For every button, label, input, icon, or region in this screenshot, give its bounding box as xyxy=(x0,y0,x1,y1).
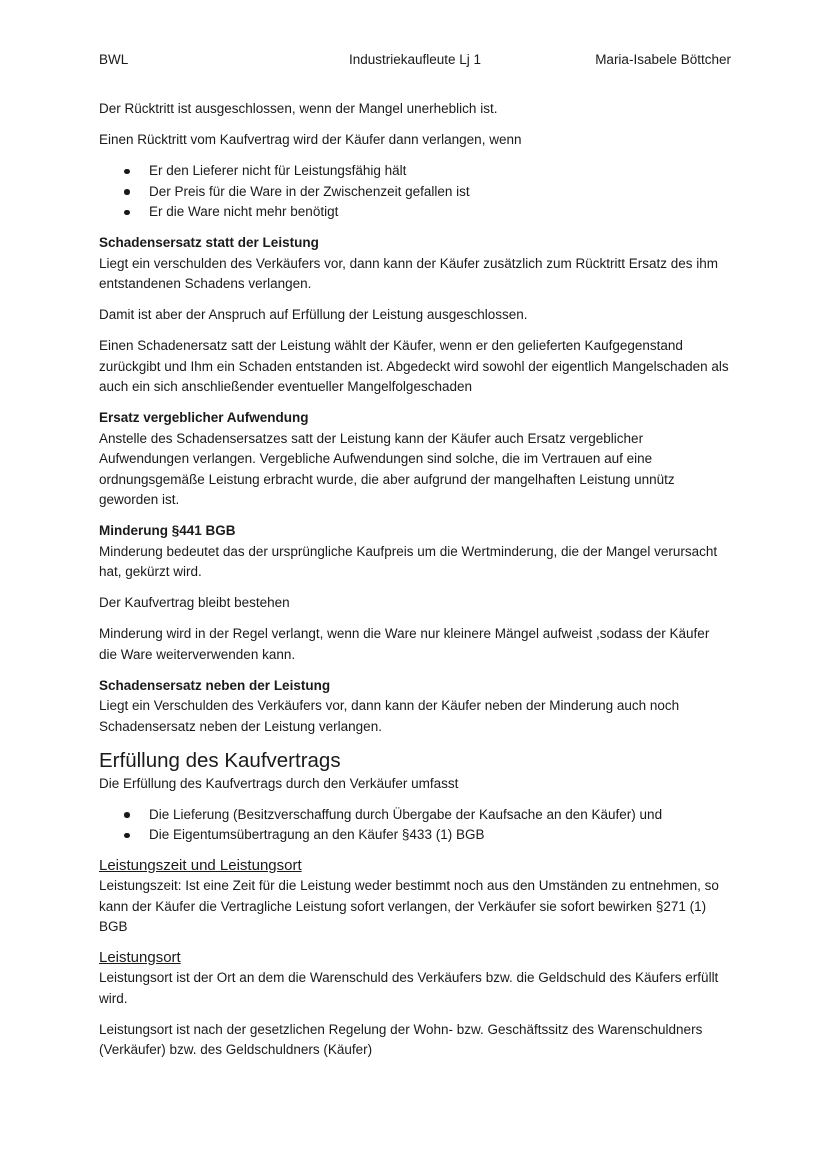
paragraph: Leistungsort ist der Ort an dem die Warenschuld des Verkäufers bzw. die Geldschuld des Käufers erfüllt wird. xyxy=(99,970,719,1006)
paragraph: Der Rücktritt ist ausgeschlossen, wenn der Mangel unerheblich ist. xyxy=(99,101,498,116)
header-author: Maria-Isabele Böttcher xyxy=(595,52,731,67)
list-item: Die Lieferung (Besitzverschaffung durch Übergabe der Kaufsache an den Käufer) und xyxy=(149,805,731,826)
paragraph: Anstelle des Schadensersatzes satt der Leistung kann der Käufer auch Ersatz vergeblicher Aufwendungen verlangen. Vergebliche Aufwendungen sind solche, die im Vertrauen auf eine ordnungsgemäße Leistung erbracht wurde, die aber aufgrund der mangelhaften Leistung unnütz geworden ist. xyxy=(99,430,675,507)
bullet-list xyxy=(99,805,731,846)
list-item: Er die Ware nicht mehr benötigt xyxy=(149,202,731,223)
section-title: Minderung §441 BGB xyxy=(99,523,236,538)
section-title: Schadensersatz neben der Leistung xyxy=(99,677,331,693)
page-header xyxy=(99,50,731,70)
paragraph: Minderung wird in der Regel verlangt, wenn die Ware nur kleinere Mängel aufweist ,sodass der Käufer die Ware weiterverwenden kann. xyxy=(99,626,710,662)
document-body xyxy=(99,99,731,1071)
paragraph: Leistungsort ist nach der gesetzlichen Regelung der Wohn- bzw. Geschäftssitz des Warenschuldners (Verkäufer) bzw. des Geldschuldners (Käufer) xyxy=(99,1021,703,1057)
section-title: Schadensersatz statt der Leistung xyxy=(99,235,319,250)
paragraph: Die Erfüllung des Kaufvertrags durch den Verkäufer umfasst xyxy=(99,775,459,791)
paragraph: Liegt ein verschulden des Verkäufers vor, dann kann der Käufer zusätzlich zum Rücktritt Ersatz des ihm entstandenen Schadens verlangen. xyxy=(99,255,719,291)
header-course: Industriekaufleute Lj 1 xyxy=(348,52,482,67)
paragraph: Leistungszeit: Ist eine Zeit für die Leistung weder bestimmt noch aus den Umständen zu entnehmen, so kann der Käufer die Vertragliche Leistung sofort verlangen, der Verkäufer sie sofort bewirken §271 (1) BGB xyxy=(99,878,719,934)
section-title: Ersatz vergeblicher Aufwendung xyxy=(99,410,309,425)
paragraph: Liegt ein Verschulden des Verkäufers vor, dann kann der Käufer neben der Minderung auch noch Schadensersatz neben der Leistung verlangen. xyxy=(99,698,680,734)
list-item: Die Eigentumsübertragung an den Käufer §433 (1) BGB xyxy=(149,825,731,846)
list-item: Der Preis für die Ware in der Zwischenzeit gefallen ist xyxy=(149,182,731,203)
paragraph: Einen Schadenersatz satt der Leistung wählt der Käufer, wenn er den gelieferten Kaufgegenstand zurückgibt und Ihm ein Schaden entstanden ist. Abgedeckt wird sowohl der eigentlich Mangelschaden als auch ein sich anschließender eventueller Mangelfolgeschaden xyxy=(99,338,729,394)
heading-leistungsort: Leistungsort xyxy=(99,949,181,966)
bullet-list xyxy=(99,161,731,223)
list-item: Er den Lieferer nicht für Leistungsfähig hält xyxy=(149,161,731,182)
heading-erfuellung: Erfüllung des Kaufvertrags xyxy=(99,748,341,772)
paragraph: Der Kaufvertrag bleibt bestehen xyxy=(99,595,290,610)
paragraph: Minderung bedeutet das der ursprüngliche Kaufpreis um die Wertminderung, die der Mangel verursacht hat, gekürzt wird. xyxy=(99,543,718,579)
header-subject: BWL xyxy=(99,52,129,67)
paragraph: Einen Rücktritt vom Kaufvertrag wird der Käufer dann verlangen, wenn xyxy=(99,132,522,147)
heading-leistungszeit: Leistungszeit und Leistungsort xyxy=(99,857,302,874)
paragraph: Damit ist aber der Anspruch auf Erfüllung der Leistung ausgeschlossen. xyxy=(99,307,528,322)
